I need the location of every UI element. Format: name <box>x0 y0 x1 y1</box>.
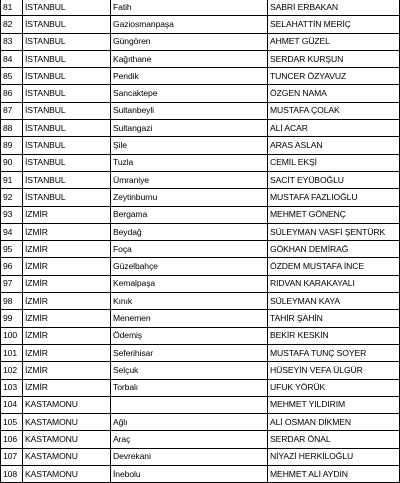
mayor-name-cell[interactable]: TUNCER ÖZYAVUZ <box>268 68 400 85</box>
row-number-cell[interactable]: 91 <box>1 171 23 188</box>
table-body <box>1 0 400 483</box>
row-number-cell[interactable]: 101 <box>1 344 23 361</box>
row-number-cell[interactable]: 93 <box>1 206 23 223</box>
province-cell[interactable]: İSTANBUL <box>23 16 111 33</box>
province-cell[interactable]: KASTAMONU <box>23 414 111 431</box>
row-number-cell[interactable]: 89 <box>1 137 23 154</box>
district-cell[interactable]: Kınık <box>111 293 268 310</box>
table-row <box>1 431 400 448</box>
row-number-cell[interactable]: 100 <box>1 327 23 344</box>
table-row <box>1 154 400 171</box>
row-number-cell[interactable]: 92 <box>1 189 23 206</box>
mayor-name-cell[interactable]: ÖZDEM MUSTAFA İNCE <box>268 258 400 275</box>
table-row <box>1 241 400 258</box>
province-cell[interactable]: İZMİR <box>23 362 111 379</box>
mayor-name-cell[interactable]: MEHMET YILDIRIM <box>268 396 400 413</box>
district-cell[interactable]: Şile <box>111 137 268 154</box>
table-row <box>1 448 400 465</box>
row-number-cell[interactable]: 102 <box>1 362 23 379</box>
row-number-cell[interactable]: 90 <box>1 154 23 171</box>
row-number-cell[interactable]: 103 <box>1 379 23 396</box>
district-cell[interactable]: Pendik <box>111 68 268 85</box>
table-row <box>1 68 400 85</box>
row-number-cell[interactable]: 82 <box>1 16 23 33</box>
table-row <box>1 16 400 33</box>
province-cell[interactable]: İZMİR <box>23 310 111 327</box>
table-row <box>1 120 400 137</box>
province-cell[interactable]: İZMİR <box>23 223 111 240</box>
district-cell[interactable] <box>111 396 268 413</box>
row-number-cell[interactable]: 99 <box>1 310 23 327</box>
table-row <box>1 171 400 188</box>
province-cell[interactable]: İZMİR <box>23 258 111 275</box>
table-row <box>1 396 400 413</box>
district-cell[interactable]: Sultangazi <box>111 120 268 137</box>
row-number-cell[interactable]: 97 <box>1 275 23 292</box>
district-cell[interactable]: Menemen <box>111 310 268 327</box>
mayor-name-cell[interactable]: RIDVAN KARAKAYALI <box>268 275 400 292</box>
row-number-cell[interactable]: 107 <box>1 448 23 465</box>
province-cell[interactable]: İZMİR <box>23 206 111 223</box>
district-cell[interactable]: Seferihisar <box>111 344 268 361</box>
row-number-cell[interactable]: 108 <box>1 466 23 483</box>
province-cell[interactable]: KASTAMONU <box>23 431 111 448</box>
district-cell[interactable]: Gaziosmanpaşa <box>111 16 268 33</box>
table-row <box>1 327 400 344</box>
province-cell[interactable]: İSTANBUL <box>23 154 111 171</box>
mayor-name-cell[interactable]: SERDAR ÖNAL <box>268 431 400 448</box>
district-cell[interactable]: Beydağ <box>111 223 268 240</box>
mayor-name-cell[interactable]: SERDAR KURŞUN <box>268 50 400 67</box>
district-cell[interactable]: Zeytinburnu <box>111 189 268 206</box>
mayor-name-cell[interactable]: SACİT EYÜBOĞLU <box>268 171 400 188</box>
mayor-name-cell[interactable]: SÜLEYMAN VASFİ ŞENTÜRK <box>268 223 400 240</box>
district-cell[interactable]: Kemalpaşa <box>111 275 268 292</box>
table-row <box>1 137 400 154</box>
mayor-name-cell[interactable]: MUSTAFA TUNÇ SOYER <box>268 344 400 361</box>
province-cell[interactable]: İSTANBUL <box>23 68 111 85</box>
district-cell[interactable]: Bergama <box>111 206 268 223</box>
mayor-name-cell[interactable]: AHMET GÜZEL <box>268 33 400 50</box>
table-row <box>1 0 400 16</box>
table-row <box>1 206 400 223</box>
table-row <box>1 379 400 396</box>
district-cell[interactable]: Devrekani <box>111 448 268 465</box>
row-number-cell[interactable]: 96 <box>1 258 23 275</box>
province-cell[interactable]: İSTANBUL <box>23 50 111 67</box>
district-cell[interactable]: Kağıthane <box>111 50 268 67</box>
table-row <box>1 33 400 50</box>
province-cell[interactable]: KASTAMONU <box>23 466 111 483</box>
district-cell[interactable]: Ümraniye <box>111 171 268 188</box>
row-number-cell[interactable]: 81 <box>1 0 23 16</box>
province-cell[interactable]: İSTANBUL <box>23 171 111 188</box>
province-cell[interactable]: İZMİR <box>23 344 111 361</box>
table-row <box>1 275 400 292</box>
table-row <box>1 223 400 240</box>
district-cell[interactable]: Tuzla <box>111 154 268 171</box>
mayor-name-cell[interactable]: ÖZGEN NAMA <box>268 85 400 102</box>
row-number-cell[interactable]: 106 <box>1 431 23 448</box>
province-cell[interactable]: KASTAMONU <box>23 396 111 413</box>
province-cell[interactable]: İSTANBUL <box>23 120 111 137</box>
province-cell[interactable]: İSTANBUL <box>23 137 111 154</box>
district-cell[interactable]: Güngören <box>111 33 268 50</box>
mayor-name-cell[interactable]: ALİ ACAR <box>268 120 400 137</box>
mayor-name-cell[interactable]: MUSTAFA FAZLIOĞLU <box>268 189 400 206</box>
district-cell[interactable]: Torbalı <box>111 379 268 396</box>
table-row <box>1 362 400 379</box>
table-row <box>1 102 400 119</box>
row-number-cell[interactable]: 87 <box>1 102 23 119</box>
row-number-cell[interactable]: 105 <box>1 414 23 431</box>
mayor-name-cell[interactable]: HÜSEYİN VEFA ÜLGÜR <box>268 362 400 379</box>
table-row <box>1 85 400 102</box>
province-cell[interactable]: İSTANBUL <box>23 33 111 50</box>
mayor-name-cell[interactable]: BEKİR KESKİN <box>268 327 400 344</box>
mayor-name-cell[interactable]: UFUK YÖRÜK <box>268 379 400 396</box>
table-row <box>1 344 400 361</box>
row-number-cell[interactable]: 94 <box>1 223 23 240</box>
district-cell[interactable]: Ağlı <box>111 414 268 431</box>
province-cell[interactable]: İSTANBUL <box>23 85 111 102</box>
row-number-cell[interactable]: 83 <box>1 33 23 50</box>
district-cell[interactable]: Sancaktepe <box>111 85 268 102</box>
province-cell[interactable]: İZMİR <box>23 293 111 310</box>
province-cell[interactable]: KASTAMONU <box>23 448 111 465</box>
district-cell[interactable]: Güzelbahçe <box>111 258 268 275</box>
district-cell[interactable]: Foça <box>111 241 268 258</box>
district-cell[interactable]: İnebolu <box>111 466 268 483</box>
province-cell[interactable]: İZMİR <box>23 241 111 258</box>
mayor-name-cell[interactable]: MEHMET GÖNENÇ <box>268 206 400 223</box>
mayor-name-cell[interactable]: CEMİL EKŞİ <box>268 154 400 171</box>
mayor-name-cell[interactable]: GÖKHAN DEMİRAĞ <box>268 241 400 258</box>
mayor-name-cell[interactable]: NİYAZİ HERKİLOĞLU <box>268 448 400 465</box>
table-row <box>1 414 400 431</box>
district-cell[interactable]: Ödemiş <box>111 327 268 344</box>
province-cell[interactable]: İZMİR <box>23 379 111 396</box>
district-cell[interactable]: Selçuk <box>111 362 268 379</box>
row-number-cell[interactable]: 88 <box>1 120 23 137</box>
province-cell[interactable]: İSTANBUL <box>23 0 111 16</box>
mayor-name-cell[interactable]: ARAS ASLAN <box>268 137 400 154</box>
row-number-cell[interactable]: 85 <box>1 68 23 85</box>
mayor-name-cell[interactable]: SELAHATTİN MERİÇ <box>268 16 400 33</box>
province-cell[interactable]: İZMİR <box>23 327 111 344</box>
table-row <box>1 293 400 310</box>
table-row <box>1 258 400 275</box>
mayor-name-cell[interactable]: MUSTAFA ÇOLAK <box>268 102 400 119</box>
row-number-cell[interactable]: 98 <box>1 293 23 310</box>
row-number-cell[interactable]: 104 <box>1 396 23 413</box>
table-row <box>1 189 400 206</box>
province-cell[interactable]: İSTANBUL <box>23 189 111 206</box>
mayor-name-cell[interactable]: ALİ OSMAN DİKMEN <box>268 414 400 431</box>
table-row <box>1 50 400 67</box>
mayor-name-cell[interactable]: SABRİ ERBAKAN <box>268 0 400 16</box>
district-cell[interactable]: Araç <box>111 431 268 448</box>
district-cell[interactable]: Sultanbeyli <box>111 102 268 119</box>
province-cell[interactable]: İZMİR <box>23 275 111 292</box>
mayor-name-cell[interactable]: MEHMET ALİ AYDIN <box>268 466 400 483</box>
district-cell[interactable]: Fatih <box>111 0 268 16</box>
table-row <box>1 310 400 327</box>
row-number-cell[interactable]: 95 <box>1 241 23 258</box>
row-number-cell[interactable]: 86 <box>1 85 23 102</box>
row-number-cell[interactable]: 84 <box>1 50 23 67</box>
table-row <box>1 466 400 483</box>
mayor-name-cell[interactable]: SÜLEYMAN KAYA <box>268 293 400 310</box>
mayor-name-cell[interactable]: TAHİR ŞAHİN <box>268 310 400 327</box>
province-cell[interactable]: İSTANBUL <box>23 102 111 119</box>
